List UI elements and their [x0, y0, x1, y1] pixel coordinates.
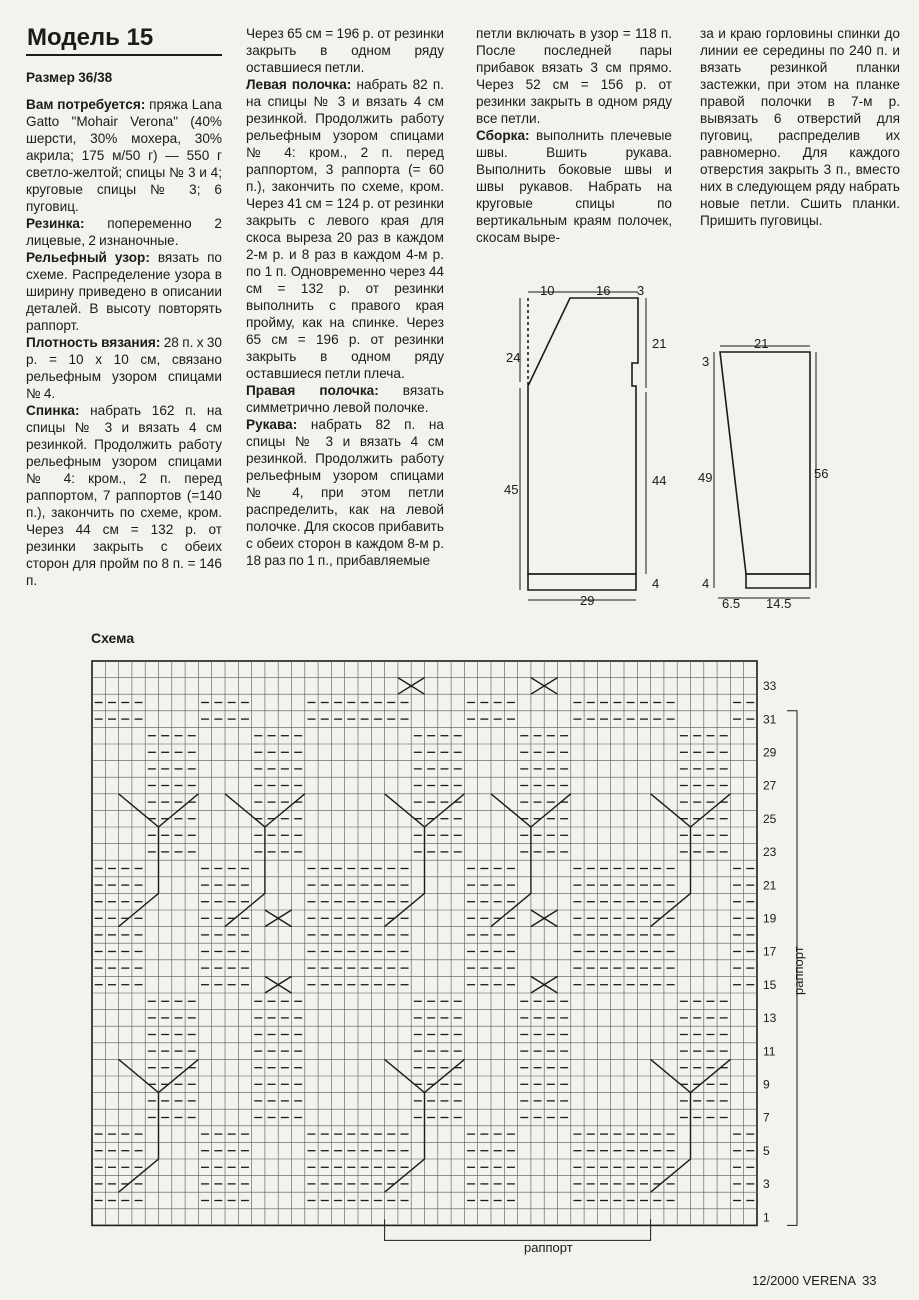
row-number: 31 — [763, 712, 777, 727]
rib-band — [528, 574, 636, 590]
paragraph-label: Рельефный узор: — [26, 250, 150, 265]
paragraph — [26, 334, 222, 402]
paragraph-label: Правая полочка: — [246, 383, 379, 398]
dim-sleeve-bottom-right: 14.5 — [766, 596, 792, 611]
row-number: 13 — [763, 1011, 777, 1026]
dim-top-mid: 16 — [596, 283, 611, 298]
issue-label: 12/2000 VERENA — [752, 1273, 857, 1288]
repeat-label-vertical: раппорт — [791, 946, 806, 995]
row-number: 23 — [763, 845, 777, 860]
page-number: 33 — [862, 1273, 877, 1288]
front-piece-diagram — [500, 278, 680, 618]
row-number: 25 — [763, 811, 777, 826]
text-column-1 — [26, 69, 222, 589]
dim-side: 44 — [652, 473, 667, 488]
repeat-label-bottom: раппорт — [524, 1240, 573, 1255]
paragraph — [26, 402, 222, 589]
paragraph — [700, 25, 900, 229]
page-footer — [752, 1273, 877, 1288]
dim-sleeve-bottom-left: 6.5 — [722, 596, 741, 611]
dim-sleeve-left: 49 — [698, 470, 713, 485]
dim-top-left: 10 — [540, 283, 555, 298]
model-title: Модель 15 — [27, 24, 154, 51]
paragraph-label: Вам потребуется: — [26, 97, 146, 112]
paragraph — [246, 76, 444, 382]
paragraph-label: Рукава: — [246, 417, 298, 432]
row-number: 5 — [763, 1143, 770, 1158]
dim-top-right: 3 — [637, 283, 645, 298]
row-number: 9 — [763, 1077, 770, 1092]
row-number: 15 — [763, 977, 777, 992]
row-number: 7 — [763, 1110, 770, 1125]
row-number: 29 — [763, 745, 777, 760]
paragraph-label: Сборка: — [476, 128, 530, 143]
paragraph — [476, 127, 672, 246]
paragraph — [476, 25, 672, 127]
dim-neck: 24 — [506, 350, 521, 365]
row-numbers — [763, 679, 777, 1224]
paragraph — [26, 215, 222, 249]
row-number: 27 — [763, 778, 777, 793]
row-number: 17 — [763, 944, 777, 959]
size-heading: Размер 36/38 — [26, 70, 113, 85]
dim-armhole: 21 — [652, 336, 667, 351]
front-outline — [528, 298, 638, 574]
paragraph-label: Резинка: — [26, 216, 85, 231]
paragraph-text: вязать по схеме. Распределение узора в ширину приведено в описании деталей. В высоту повторять раппорт. — [26, 250, 222, 333]
paragraph-text: вязать симметрично левой полочке. — [246, 383, 444, 415]
paragraph-text: пряжа Lana Gatto "Mohair Verona" (40% шерсти, 30% мохера, 30% акрила; 175 м/50 г) — 550 г светло-желтой; спицы № 3 и 4; круговые спицы № 3; 6 пуговиц. — [26, 97, 222, 214]
title-underline — [26, 54, 222, 56]
knitting-chart — [86, 650, 826, 1260]
paragraph-text: петли включать в узор = 118 п. После последней пары прибавок вязать 3 см прямо. Через 52 см = 156 р. от резинки закрыть в одном ряду все петли. — [476, 26, 672, 126]
paragraph-label: Спинка: — [26, 403, 80, 418]
sleeve-rib-band — [746, 574, 810, 588]
sleeve-outline — [720, 352, 810, 574]
row-number: 33 — [763, 679, 777, 694]
dim-sleeve-right: 56 — [814, 466, 829, 481]
paragraph — [26, 96, 222, 215]
row-number: 11 — [763, 1044, 776, 1059]
paragraph-text: набрать 82 п. на спицы № 3 и вязать 4 см резинкой. Продолжить работу рельефным узором спицами № 4: кром., 2 п. перед раппортом, 3 раппорта (= 60 п.), закончить по схеме, кром. Через 41 см = 124 р. от резинки закрыть с левого края для скоса выреза 20 раз в каждом 2-м р. и 8 раз в каждом 4-м р. по 1 п. Одновременно через 44 см = 132 р. от резинки выполнить с правого края пройму, как на спинке. Через 65 см = 196 р. от резинки закрыть в одном ряду оставшиеся петли плеча. — [246, 77, 444, 381]
row-number: 3 — [763, 1177, 770, 1192]
paragraph-text: Через 65 см = 196 р. от резинки закрыть в одном ряду оставшиеся петли. — [246, 26, 444, 75]
dim-sleeve-rib: 4 — [702, 576, 710, 591]
paragraph-label: Плотность вязания: — [26, 335, 161, 350]
paragraph-text: набрать 82 п. на спицы № 3 и вязать 4 см резинкой. Продолжить работу рельефным узором спицами № 4, при этом петли распределить, как на левой полочке. Для скосов прибавить с обеих сторон в каждом 8-м р. 18 раз по 1 п., прибавляемые — [246, 417, 444, 568]
paragraph-text: выполнить плечевые швы. Вшить рукава. Выполнить боковые швы и швы рукавов. Набрать на круговые спицы по вертикальным краям полочек, скосам выре- — [476, 128, 672, 245]
paragraph-label: Левая полочка: — [246, 77, 352, 92]
dim-rib: 4 — [652, 576, 660, 591]
paragraph-text: попеременно 2 лицевые, 2 изнаночные. — [26, 216, 222, 248]
text-column-3 — [476, 25, 672, 246]
dim-width: 29 — [580, 593, 595, 608]
dim-sleeve-top: 21 — [754, 336, 769, 351]
dim-length: 45 — [504, 482, 519, 497]
paragraph — [246, 382, 444, 416]
row-number: 1 — [763, 1210, 770, 1225]
paragraph — [246, 416, 444, 569]
schema-title: Схема — [91, 630, 135, 646]
text-column-2 — [246, 25, 444, 569]
row-number: 21 — [763, 878, 777, 893]
sleeve-diagram — [690, 330, 840, 620]
paragraph-text: за и краю горловины спинки до линии ее середины по 240 п. и вязать резинкой планки застежки, при этом на планке правой полочки в 7-м р. вывязать 6 отверстий для пуговиц, распределив их равномерно. Для каждого отверстия закрыть 3 п., вместо них в следующем ряду набрать новые петли. Сшить планки. Пришить пуговицы. — [700, 26, 900, 228]
text-column-4 — [700, 25, 900, 229]
paragraph-text: набрать 162 п. на спицы № 3 и вязать 4 см резинкой. Продолжить работу рельефным узором спицами № 4: кром., 2 п. перед раппортом, 7 раппортов (=140 п.), закончить по схеме, кром. Через 44 см = 132 р. от резинки закрыть с обеих сторон для пройм по 8 п. = 146 п. — [26, 403, 222, 588]
dim-sleeve-top-left: 3 — [702, 354, 710, 369]
paragraph — [246, 25, 444, 76]
paragraph-text: 28 п. х 30 р. = 10 х 10 см, связано рельефным узором спицами № 4. — [26, 335, 222, 401]
paragraph — [26, 249, 222, 334]
row-number: 19 — [763, 911, 777, 926]
repeat-brackets — [385, 711, 806, 1255]
